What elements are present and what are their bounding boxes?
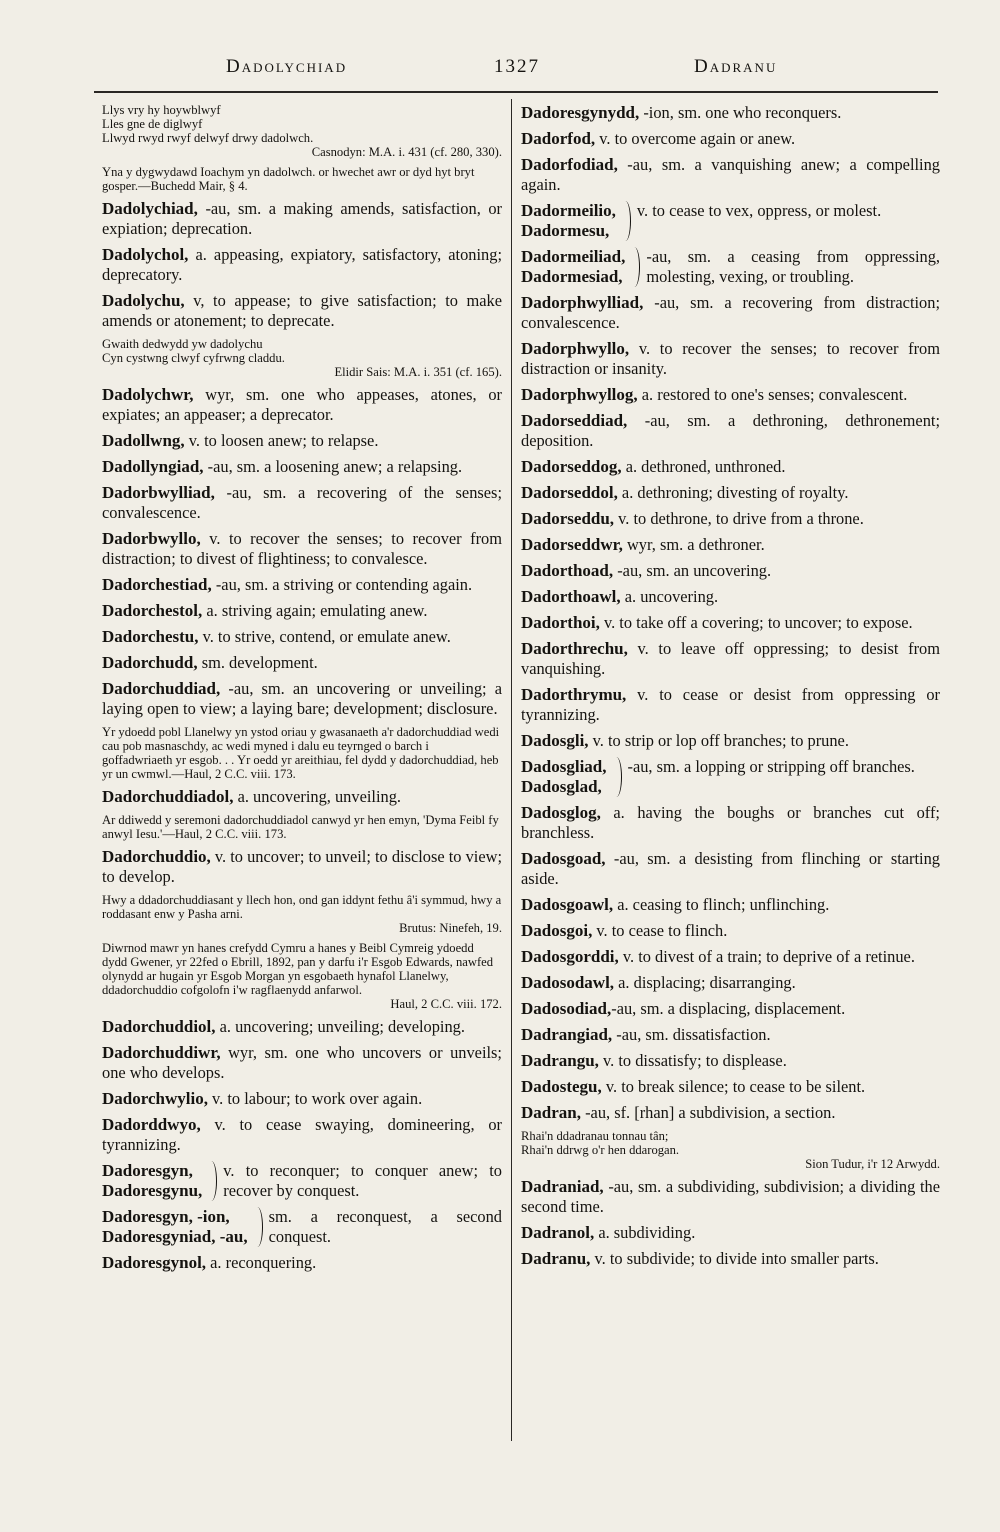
definition: a. having the boughs or branches cut off; branchless. [521,803,940,842]
headword: Dadorphwylliad, [521,293,644,312]
brace-mark [206,1161,217,1201]
headword: Dadranol, [521,1223,595,1242]
definition: -au, sm. a loosening anew; a relapsing. [203,457,463,476]
headword: Dadorchuddiwr, [102,1043,221,1062]
headword-group [521,247,625,287]
definition: v. to recover the senses; to recover from distraction; to divest of flightiness; to convalesce. [102,529,502,568]
definition: v. to strive, contend, or emulate anew. [198,627,451,646]
headword: Dadorchuddiol, [102,1017,216,1036]
headword: Dadoresgyn, [102,1161,193,1180]
dictionary-entry [102,627,502,647]
dictionary-entry [521,803,940,843]
definition: v. to cease swaying, domineering, or tyrannizing. [102,1115,502,1154]
headword: Dadorchuddiad, [102,679,221,698]
headword: Dadosgoi, [521,921,593,940]
definition: v. to strip or lop off branches; to prune. [588,731,849,750]
headword: Dadormesiad, [521,267,623,286]
definition: v. to break silence; to cease to be silent. [601,1077,866,1096]
dictionary-entry [521,483,940,503]
definition: -au, sm. a subdividing, subdivision; a dividing the second time. [521,1177,940,1216]
definition: v. to cease to vex, oppress, or molest. [636,201,882,220]
headword: Dadoresgyniad, -au, [102,1227,248,1246]
dictionary-entry [521,535,940,555]
headword: Dadosgoad, [521,849,606,868]
quote-line: Ar ddiwedd y seremoni dadorchuddiadol canwyd yr hen emyn, 'Dyma Feibl fy anwyl Iesu.'—Haul, 2 C.C. viii. 173. [102,813,499,841]
dictionary-entry [521,293,940,333]
definition: sm. a reconquest, a second conquest. [268,1207,502,1246]
dictionary-entry [521,1249,940,1269]
definition: wyr, sm. one who uncovers or unveils; one who develops. [102,1043,502,1082]
citation-quote [102,725,502,781]
dictionary-entry-pair [102,1207,502,1247]
dictionary-entry [521,509,940,529]
definition: -au, sm. a striving or contending again. [211,575,473,594]
headword: Dadorfod, [521,129,596,148]
headword: Dadormeilio, [521,201,616,220]
headword: Dadosgliad, [521,757,607,776]
definition: -au, sm. a desisting from flinching or starting aside. [521,849,940,888]
dictionary-entry [521,973,940,993]
dictionary-entry [102,575,502,595]
headword: Dadorseddol, [521,483,618,502]
citation-quote [102,941,502,1011]
citation-quote [102,165,502,193]
definition: -au, sm. a making amends, satisfaction, or expiation; deprecation. [102,199,502,238]
headword: Dadorchuddio, [102,847,211,866]
dictionary-entry [521,103,940,123]
definition: v. to cease to flinch. [592,921,728,940]
definition: a. dethroned, unthroned. [621,457,786,476]
left-column [102,103,502,1279]
dictionary-entry [102,653,502,673]
dictionary-entry [102,601,502,621]
headword: Dadorchestiad, [102,575,212,594]
headword: Dadorchestol, [102,601,203,620]
quote-source: Haul, 2 C.C. viii. 172. [390,997,502,1011]
headword: Dadosgorddi, [521,947,619,966]
citation-quote [102,893,502,935]
definition: sm. development. [197,653,318,672]
headword: Dadorchestu, [102,627,199,646]
definition: v. to divest of a train; to deprive of a retinue. [618,947,915,966]
quote-line: Diwrnod mawr yn hanes crefydd Cymru a hanes y Beibl Cymreig ydoedd dydd Gwener, yr 22fed o Ebrill, 1892, pan y darfu i'r Esgob Edwards, nawfed olynydd ar hugain yr Esgob Morgan yn esgobaeth hynafol Llanelwy, ddadorchuddio cofgolofn i'w ragflaenydd anfarwol. [102,941,494,997]
dictionary-entry [102,199,502,239]
dictionary-entry [521,685,940,725]
citation-quote [102,337,502,379]
headword: Dadorthrechu, [521,639,628,658]
headword: Dadolychol, [102,245,189,264]
page-number: 1327 [494,56,540,77]
dictionary-entry [521,1103,940,1123]
headword: Dadorthrymu, [521,685,627,704]
headword: Dadrangiad, [521,1025,613,1044]
definition: -au, sm. a recovering from distraction; convalescence. [521,293,940,332]
headword: Dadoresgynydd, [521,103,640,122]
brace-mark [611,757,622,797]
headword: Dadosglog, [521,803,601,822]
quote-line: Llwyd rwyd rwyf delwyf drwy dadolwch. [102,131,314,145]
dictionary-entry [521,639,940,679]
dictionary-entry [521,947,940,967]
definition: a. uncovering, unveiling. [233,787,401,806]
dictionary-entry [521,1051,940,1071]
definition: -au, sm. a recovering of the senses; convalescence. [102,483,502,522]
headword: Dadorchwylio, [102,1089,208,1108]
headword: Dadosglad, [521,777,602,796]
dictionary-entry [521,1223,940,1243]
headword: Dadorbwyllo, [102,529,201,548]
dictionary-entry [521,457,940,477]
headword: Dadorseddiad, [521,411,628,430]
headword: Dadorbwylliad, [102,483,215,502]
quote-line: Llys vry hy hoywblwyf [102,103,221,117]
quote-line: Yna y dygwydawd Ioachym yn dadolwch. or hwechet awr or dyd hyt bryt gosper.—Buchedd Mair, § 4. [102,165,475,193]
headword: Dadolychiad, [102,199,198,218]
definition: -au, sm. an uncovering or unveiling; a laying open to view; a laying bare; development; disclosure. [102,679,502,718]
definition: v. to dissatisfy; to displease. [598,1051,787,1070]
definition: a. ceasing to flinch; unflinching. [613,895,830,914]
definition: -au, sf. [rhan] a subdivision, a section. [580,1103,836,1122]
headword: Dadraniad, [521,1177,604,1196]
dictionary-entry [521,895,940,915]
quote-source: Brutus: Ninefeh, 19. [399,921,502,935]
quote-source: Elidir Sais: M.A. i. 351 (cf. 165). [334,365,502,379]
definition: -au, sm. dissatisfaction. [612,1025,771,1044]
headword: Dadorthoi, [521,613,600,632]
definition: v. to take off a covering; to uncover; to expose. [599,613,913,632]
headword: Dadosodawl, [521,973,615,992]
dictionary-entry [521,587,940,607]
definition: a. reconquering. [206,1253,317,1272]
headword: Dadoresgyn, -ion, [102,1207,230,1226]
definition: v. to overcome again or anew. [595,129,796,148]
headword-group [521,201,616,241]
definition: v. to cease or desist from oppressing or tyrannizing. [521,685,940,724]
headword-group [102,1207,248,1247]
definition: a. uncovering. [620,587,719,606]
dictionary-entry [521,849,940,889]
headword: Dadorseddog, [521,457,622,476]
headword: Dadorchudd, [102,653,198,672]
quote-source: Casnodyn: M.A. i. 431 (cf. 280, 330). [311,145,502,159]
citation-quote [102,813,502,841]
dictionary-entry [521,561,940,581]
right-column [521,103,940,1275]
headword: Dadostegu, [521,1077,602,1096]
definition: v. to subdivide; to divide into smaller parts. [590,1249,879,1268]
definition: -au, sm. a ceasing from oppressing, molesting, vexing, or troubling. [646,247,940,286]
citation-quote [521,1129,940,1171]
definition: v. to reconquer; to conquer anew; to recover by conquest. [223,1161,502,1200]
brace-mark [620,201,631,241]
headword: Dadormeiliad, [521,247,626,266]
dictionary-entry [102,1253,502,1273]
definition: wyr, sm. a dethroner. [622,535,765,554]
definition: a. subdividing. [594,1223,696,1242]
headword: Dadollwng, [102,431,185,450]
definition: -au, sm. a dethroning, dethronement; deposition. [521,411,940,450]
definition: -au, sm. a displacing, displacement. [611,999,846,1018]
definition: v, to appease; to give satisfaction; to make amends or atonement; to deprecate. [102,291,502,330]
dictionary-entry [521,731,940,751]
dictionary-entry [521,129,940,149]
definition: a. uncovering; unveiling; developing. [215,1017,465,1036]
dictionary-entry-pair [521,201,940,241]
definition: -au, sm. an uncovering. [613,561,772,580]
quote-line: Gwaith dedwydd yw dadolychu [102,337,263,351]
dictionary-entry [102,457,502,477]
definition: a. appeasing, expiatory, satisfactory, atoning; deprecatory. [102,245,502,284]
dictionary-entry [102,787,502,807]
dictionary-entry-pair [521,757,940,797]
quote-source: Sion Tudur, i'r 12 Arwydd. [805,1157,940,1171]
dictionary-entry-pair [102,1161,502,1201]
dictionary-entry [521,613,940,633]
dictionary-entry [521,1077,940,1097]
brace-mark [252,1207,263,1247]
definition: v. to leave off oppressing; to desist from vanquishing. [521,639,940,678]
running-head-left: Dadolychiad [226,56,348,77]
dictionary-entry [521,155,940,195]
headword: Dadorseddu, [521,509,615,528]
dictionary-entry [521,339,940,379]
headword: Dadorphwyllo, [521,339,630,358]
headword: Dadorseddwr, [521,535,623,554]
dictionary-entry [102,245,502,285]
headword: Dadran, [521,1103,581,1122]
definition: -au, sm. a lopping or stripping off branches. [627,757,915,776]
quote-line: Lles gne de diglwyf [102,117,203,131]
headword: Dadorthoad, [521,561,614,580]
definition: -au, sm. a vanquishing anew; a compelling again. [521,155,940,194]
dictionary-entry [521,1177,940,1217]
citation-quote [102,103,502,159]
headword: Dadosgoawl, [521,895,614,914]
quote-line: Hwy a ddadorchuddiasant y llech hon, ond gan iddynt fethu â'i symmud, hwy a roddasant enw y Pasha arni. [102,893,502,921]
headword: Dadorphwyllog, [521,385,638,404]
definition: v. to labour; to work over again. [207,1089,423,1108]
definition: a. dethroning; divesting of royalty. [617,483,849,502]
quote-line: Rhai'n ddadranau tonnau tân; [521,1129,669,1143]
dictionary-entry [521,411,940,451]
headword: Dadranu, [521,1249,591,1268]
definition: v. to recover the senses; to recover from distraction or insanity. [521,339,940,378]
definition: wyr, sm. one who appeases, atones, or expiates; an appeaser; a deprecator. [102,385,502,424]
quote-line: Rhai'n ddrwg o'r hen ddarogan. [521,1143,680,1157]
dictionary-entry [102,291,502,331]
dictionary-entry [521,999,940,1019]
headword: Dadormesu, [521,221,610,240]
dictionary-entry [102,483,502,523]
headword: Dadolychu, [102,291,185,310]
headword: Dadoresgynu, [102,1181,203,1200]
dictionary-entry [102,847,502,887]
dictionary-entry [102,1017,502,1037]
headword: Dadrangu, [521,1051,599,1070]
definition: -ion, sm. one who reconquers. [639,103,842,122]
headword: Dadoresgynol, [102,1253,207,1272]
dictionary-entry [102,385,502,425]
dictionary-entry-pair [521,247,940,287]
definition: a. displacing; disarranging. [614,973,796,992]
headword-group [521,757,607,797]
dictionary-entry [521,1025,940,1045]
definition: v. to loosen anew; to relapse. [184,431,379,450]
dictionary-entry [102,1115,502,1155]
dictionary-entry [521,921,940,941]
headword: Dadorddwyo, [102,1115,201,1134]
dictionary-entry [102,431,502,451]
headword: Dadollyngiad, [102,457,204,476]
dictionary-entry [102,1089,502,1109]
headword: Dadolychwr, [102,385,194,404]
headword: Dadorfodiad, [521,155,618,174]
headword: Dadosgli, [521,731,589,750]
definition: a. restored to one's senses; convalescent. [637,385,908,404]
dictionary-entry [521,385,940,405]
header-rule [94,91,938,93]
definition: v. to uncover; to unveil; to disclose to view; to develop. [102,847,503,886]
running-head-right: Dadranu [694,56,778,77]
dictionary-entry [102,1043,502,1083]
dictionary-entry [102,679,502,719]
headword: Dadorthoawl, [521,587,621,606]
brace-mark [629,247,640,287]
dictionary-entry [102,529,502,569]
headword: Dadosodiad, [521,999,612,1018]
quote-line: Yr ydoedd pobl Llanelwy yn ystod oriau y gwasanaeth a'r dadorchuddiad wedi cau pob masnaschdy, ac wedi myned i dalu eu teyrnged o barch i goffadwriaeth yr esgob. . . Yr oedd yr areithiau, fel dydd y dadorchuddiad, heb yr un cwmwl.—Haul, 2 C.C. viii. 173. [102,725,500,781]
column-divider [511,99,512,1441]
definition: a. striving again; emulating anew. [202,601,428,620]
definition: v. to dethrone, to drive from a throne. [614,509,864,528]
headword-group [102,1161,202,1201]
headword: Dadorchuddiadol, [102,787,234,806]
quote-line: Cyn cystwng clwyf cyfrwng claddu. [102,351,285,365]
